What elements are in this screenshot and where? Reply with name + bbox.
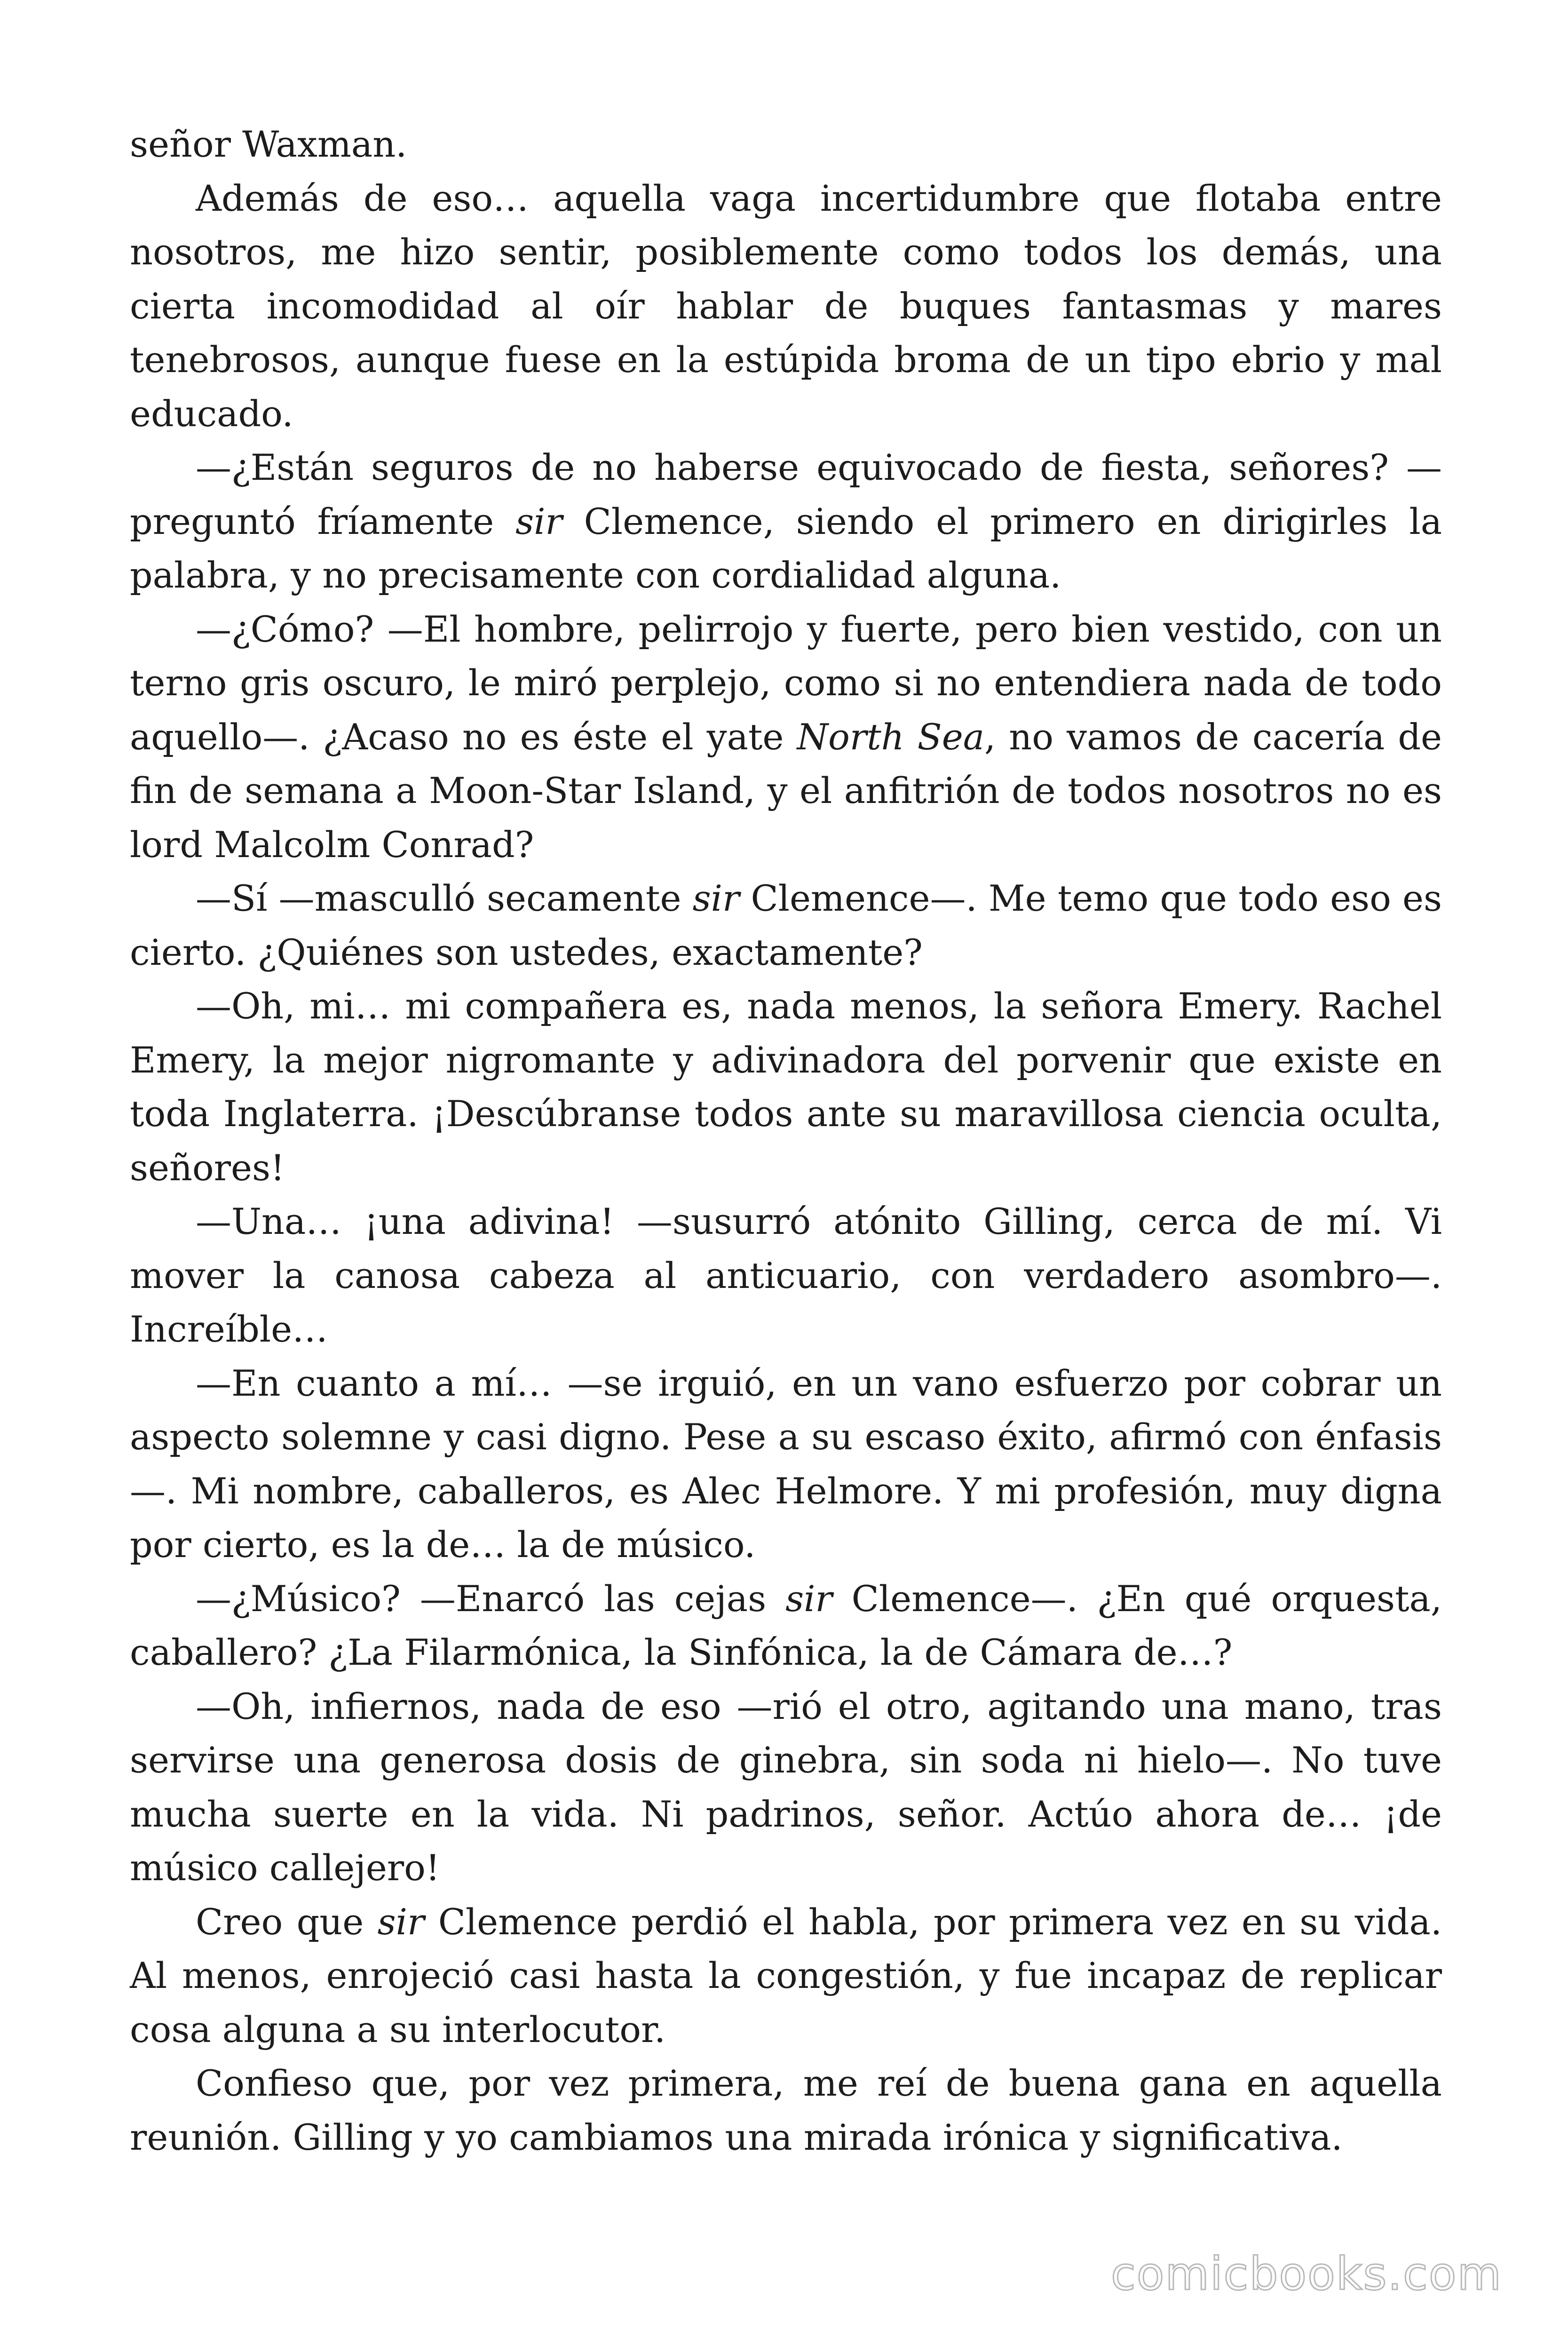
text-run: —Una… ¡una adivina! —susurró atónito Gilling, cerca de mí. Vi mover la canosa cabeza al anticuario, con verdadero asombro—. Increíble… [130,1200,1442,1350]
paragraph [130,2057,1442,2164]
paragraph [130,872,1442,979]
paragraph [130,1357,1442,1572]
text-run: —Oh, mi… mi compañera es, nada menos, la señora Emery. Rachel Emery, la mejor nigromante y adivinadora del porvenir que existe en toda Inglaterra. ¡Descúbranse todos ante su maravillosa ciencia oculta, señores! [130,985,1442,1189]
paragraph [130,118,1442,172]
text-run: señor Waxman. [130,123,407,165]
paragraph [130,1680,1442,1895]
italic-text: sir [515,500,562,542]
paragraph [130,603,1442,872]
paragraph [130,1195,1442,1357]
text-run: Clemence perdió el habla, por primera vez en su vida. Al menos, enrojeció casi hasta la congestión, y fue incapaz de replicar cosa alguna a su interlocutor. [130,1900,1442,2050]
text-run: Clemence—. Me temo que todo eso es cierto. ¿Quiénes son ustedes, exactamente? [130,877,1442,973]
text-run: —En cuanto a mí… —se irguió, en un vano esfuerzo por cobrar un aspecto solemne y casi digno. Pese a su escaso éxito, afirmó con énfasis—. Mi nombre, caballeros, es Alec Helmore. Y mi profesión, muy digna por cierto, es la de… la de músico. [130,1362,1442,1565]
text-run: Además de eso… aquella vaga incertidumbre que flotaba entre nosotros, me hizo sentir, posiblemente como todos los demás, una cierta incomodidad al oír hablar de buques fantasmas y mares tenebrosos, aunque fuese en la estúpida broma de un tipo ebrio y mal educado. [130,177,1442,435]
paragraph [130,979,1442,1195]
watermark: comicbooks.com [1110,2248,1502,2300]
paragraph [130,1895,1442,2057]
text-run: , no vamos de cacería de fin de semana a Moon-Star Island, y el anfitrión de todos nosotros no es lord Malcolm Conrad? [130,715,1442,866]
paragraph [130,441,1442,603]
paragraph [130,172,1442,441]
text-run: —¿Cómo? —El hombre, pelirrojo y fuerte, pero bien vestido, con un terno gris oscuro, le miró perplejo, como si no entendiera nada de todo aquello—. ¿Acaso no es éste el yate [130,608,1442,758]
text-run: —Oh, infiernos, nada de eso —rió el otro, agitando una mano, tras servirse una generosa dosis de ginebra, sin soda ni hielo—. No tuve mucha suerte en la vida. Ni padrinos, señor. Actúo ahora de… ¡de músico callejero! [130,1685,1442,1889]
book-page-text [130,118,1442,2164]
italic-text: sir [785,1577,832,1620]
text-run: —¿Músico? —Enarcó las cejas [196,1577,786,1620]
italic-text: sir [377,1900,425,1943]
text-run: Clemence—. ¿En qué orquesta, caballero? ¿La Filarmónica, la Sinfónica, la de Cámara de…? [130,1577,1442,1673]
text-run: —¿Están seguros de no haberse equivocado de fiesta, señores? —preguntó fríamente [130,446,1442,542]
text-run: Clemence, siendo el primero en dirigirles la palabra, y no precisamente con cordialidad alguna. [130,500,1442,596]
text-run: —Sí —masculló secamente [196,877,693,919]
text-run: Confieso que, por vez primera, me reí de buena gana en aquella reunión. Gilling y yo cambiamos una mirada irónica y significativa. [130,2062,1442,2158]
italic-text: sir [692,877,740,919]
text-run: Creo que [196,1900,378,1943]
paragraph [130,1572,1442,1680]
italic-text: North Sea [797,715,985,758]
